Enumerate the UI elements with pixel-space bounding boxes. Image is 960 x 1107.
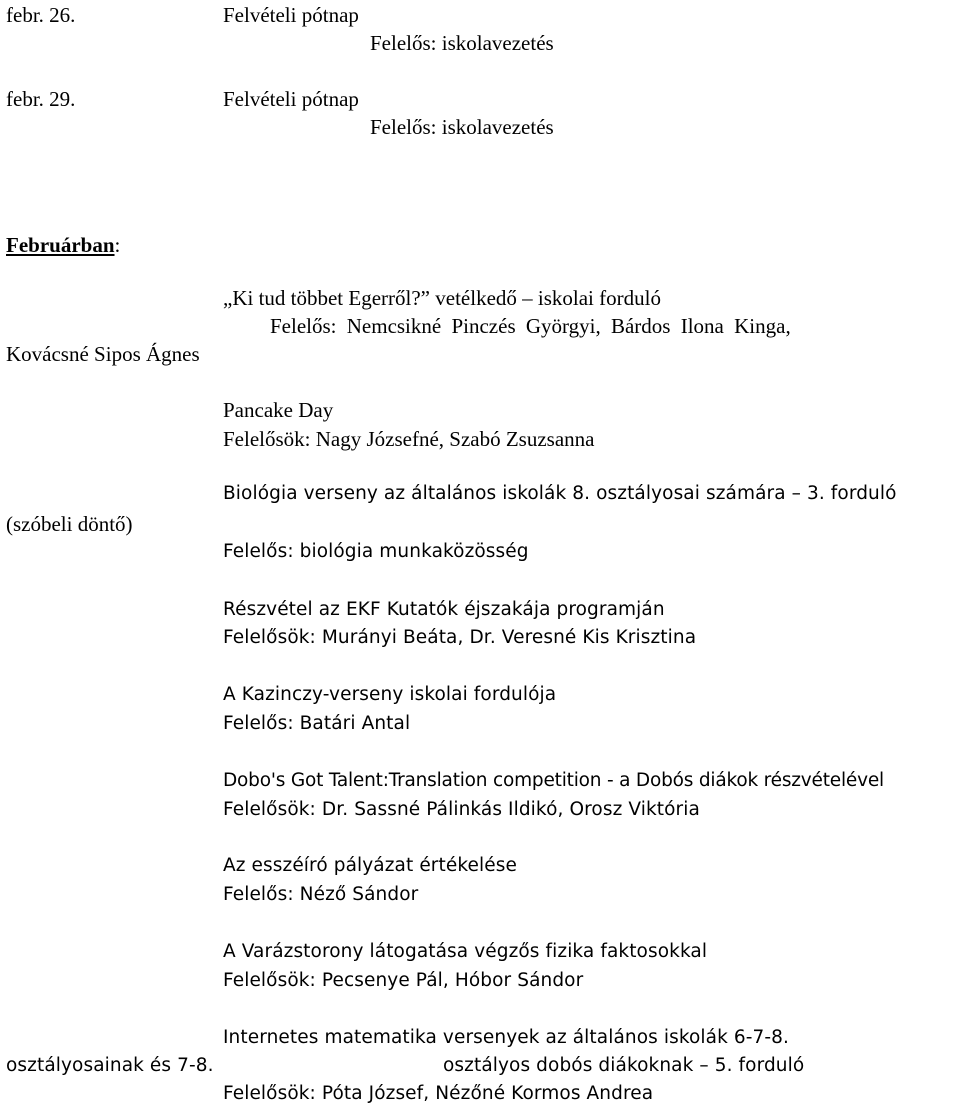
bio-responsible: Felelős: biológia munkaközösség (223, 541, 529, 562)
section-heading-colon: : (114, 233, 121, 257)
bio-title: Biológia verseny az általános iskolák 8. osztályosai számára – 3. forduló (223, 483, 897, 504)
ekf-responsible: Felelősök: Murányi Beáta, Dr. Veresné Kis Krisztina (223, 627, 697, 648)
essay-responsible: Felelős: Néző Sándor (223, 884, 419, 905)
date-feb-26: febr. 26. (6, 3, 76, 27)
event-title-feb-26: Felvételi pótnap (223, 3, 359, 27)
essay-title: Az esszéíró pályázat értékelése (223, 855, 517, 876)
section-heading-text: Februárban (6, 233, 115, 257)
pancake-responsible: Felelősök: Nagy Józsefné, Szabó Zsuzsanna (223, 427, 595, 451)
date-feb-29: febr. 29. (6, 87, 76, 111)
talent-responsible: Felelősök: Dr. Sassné Pálinkás Ildikó, Orosz Viktória (223, 799, 700, 820)
event-responsible-feb-29: Felelős: iskolavezetés (370, 115, 554, 139)
pancake-title: Pancake Day (223, 398, 334, 422)
math-responsible: Felelősök: Póta József, Nézőné Kormos Andrea (223, 1083, 654, 1104)
event-responsible-feb-26: Felelős: iskolavezetés (370, 31, 554, 55)
kazinczy-responsible: Felelős: Batári Antal (223, 713, 411, 734)
math-title-cont-b: osztályos dobós diákoknak – 5. forduló (443, 1055, 805, 1076)
event-title-feb-29: Felvételi pótnap (223, 87, 359, 111)
section-heading (6, 235, 120, 256)
kazinczy-title: A Kazinczy-verseny iskolai fordulója (223, 684, 557, 705)
egerrol-title: „Ki tud többet Egerről?” vetélkedő – iskolai forduló (223, 286, 661, 310)
tower-title: A Varázstorony látogatása végzős fizika faktosokkal (223, 941, 708, 962)
egerrol-responsible: Felelős: Nemcsikné Pinczés Györgyi, Bárdos Ilona Kinga, (270, 314, 791, 338)
talent-title: Dobo's Got Talent:Translation competition - a Dobós diákok részvételével (223, 770, 884, 791)
bio-note: (szóbeli döntő) (6, 512, 133, 536)
tower-responsible: Felelősök: Pecsenye Pál, Hóbor Sándor (223, 970, 584, 991)
egerrol-responsible-cont: Kovácsné Sipos Ágnes (6, 342, 200, 366)
ekf-title: Részvétel az EKF Kutatók éjszakája programján (223, 599, 665, 620)
math-title-cont-a: osztályosainak és 7-8. (6, 1055, 214, 1076)
math-title: Internetes matematika versenyek az általános iskolák 6-7-8. (223, 1027, 790, 1048)
